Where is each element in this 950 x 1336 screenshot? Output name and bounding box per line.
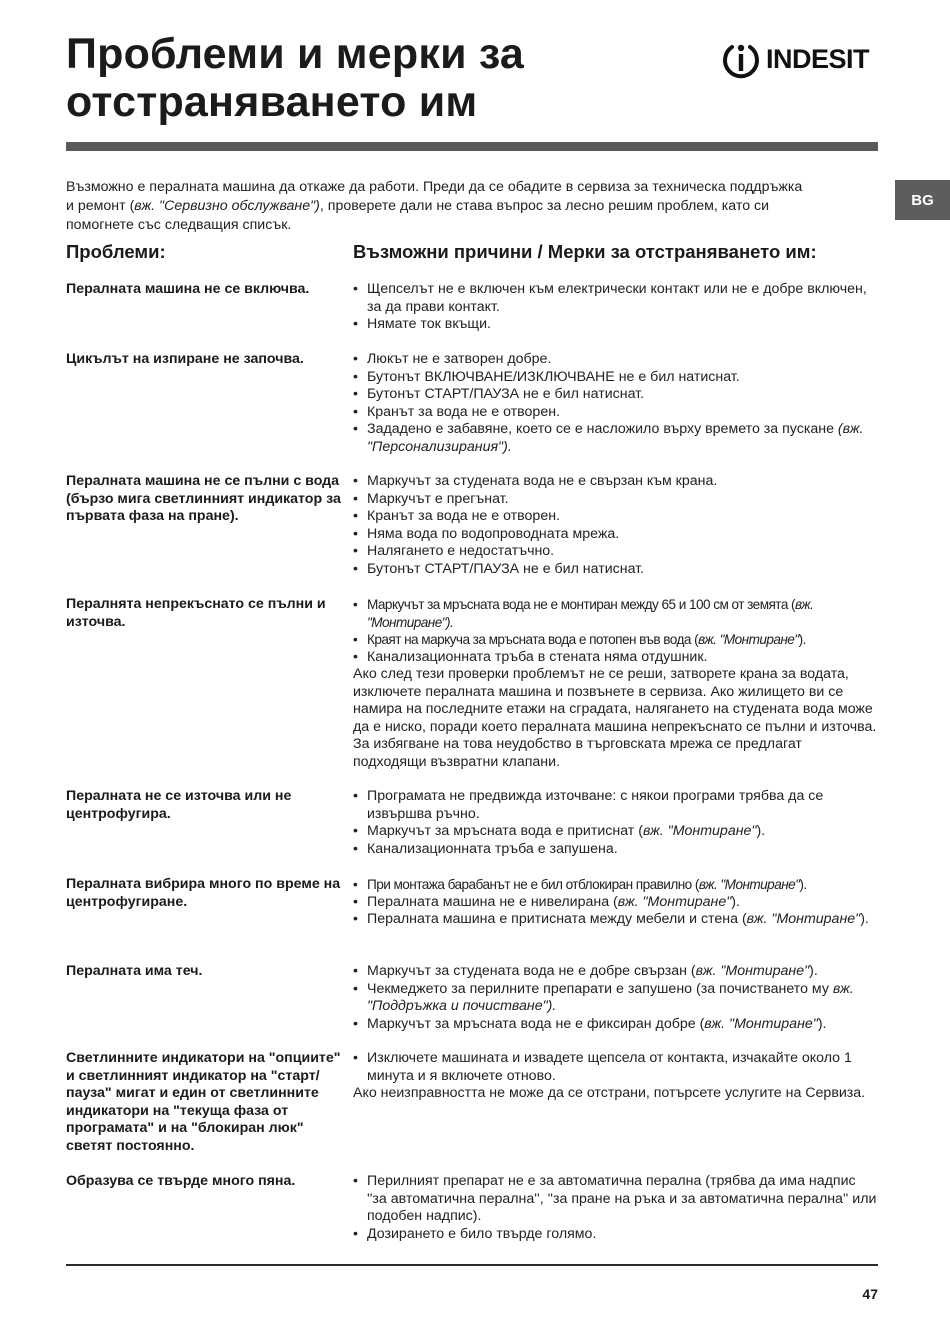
- cause-item: • Бутонът СТАРТ/ПАУЗА не е бил натиснат.: [353, 386, 878, 404]
- cause-item: • Кранът за вода не е отворен.: [353, 404, 878, 422]
- cause-note: Ако неизправността не може да се отстрани, потърсете услугите на Сервиза.: [353, 1085, 866, 1101]
- cause-item: • Канализационната тръба е запушена.: [353, 841, 878, 859]
- cause-item: • Маркучът за студената вода не е добре свързан (вж. "Монтиране").: [353, 963, 878, 981]
- cause-item: • Бутонът ВКЛЮЧВАНЕ/ИЗКЛЮЧВАНЕ не е бил натиснат.: [353, 369, 878, 387]
- indesit-power-i-icon: [720, 38, 762, 80]
- problem-text: Пералната машина не се пълни с вода (бързо мига светлинният индикатор за първата фаза на пране).: [66, 473, 341, 524]
- cross-reference: вж. "Монтиране": [698, 877, 800, 892]
- cross-reference: вж. "Монтиране": [695, 963, 810, 979]
- cross-reference: вж. "Поддръжка и почистване").: [367, 980, 854, 1014]
- cause-item: • Програмата не предвижда източване: с някои програми трябва да се извършва ръчно.: [353, 788, 878, 823]
- cause-item: • Чекмеджето за перилните препарати е запушено (за почистването му вж. "Поддръжка и почистване").: [353, 981, 878, 1016]
- cause-item: • Перилният препарат не е за автоматична перална (трябва да има надпис ''за автоматична перална'', ''за пране на ръка и за автоматична перална'' или подобен надпис).: [353, 1173, 878, 1226]
- problem-text: Образува се твърде много пяна.: [66, 1173, 296, 1189]
- cause-item: • Пералната машина е притисната между мебели и стена (вж. "Монтиране").: [353, 911, 878, 929]
- cause-item: • Пералната машина не е нивелирана (вж. "Монтиране").: [353, 894, 878, 912]
- causes-list: [353, 473, 878, 578]
- causes-list: [353, 788, 878, 858]
- page-title-line-1: Проблеми и мерки за: [66, 30, 525, 78]
- cross-reference: (вж. "Персонализирания").: [367, 421, 864, 455]
- intro-line-3: помогнете със следващия списък.: [66, 217, 292, 233]
- problem-text: Пералната има теч.: [66, 963, 203, 979]
- causes-list: [353, 1173, 878, 1243]
- intro-reference: вж. "Сервизно обслужване"): [134, 198, 320, 214]
- problems-heading: Проблеми:: [66, 241, 166, 262]
- cause-item: • Нямате ток вкъщи.: [353, 316, 878, 334]
- cause-item: • Маркучът за мръсната вода не е монтиран между 65 и 100 см от земята (вж. "Монтиране").: [353, 596, 878, 631]
- causes-heading: Възможни причини / Мерки за отстраняването им:: [353, 241, 817, 262]
- cause-item: • Изключете машината и извадете щепсела от контакта, изчакайте около 1 минута и я включете отново.: [353, 1050, 878, 1085]
- causes-list: [353, 596, 878, 771]
- title-divider: [66, 142, 878, 151]
- cause-item: • При монтажа барабанът не е бил отблокиран правилно (вж. "Монтиране").: [353, 876, 878, 894]
- cause-item: • Маркучът за мръсната вода не е фиксиран добре (вж. "Монтиране").: [353, 1016, 878, 1034]
- intro-line-1: Възможно е пералната машина да откаже да работи. Преди да се обадите в сервиза за техническа поддръжка: [66, 179, 803, 195]
- brand-logo: [720, 38, 869, 80]
- cause-item: • Маркучът за студената вода не е свързан към крана.: [353, 473, 878, 491]
- cross-reference: вж. "Монтиране": [746, 911, 861, 927]
- cross-reference: вж. "Монтиране").: [367, 597, 814, 630]
- cause-item: • Канализационната тръба в стената няма отдушник.: [353, 649, 878, 667]
- causes-list: [353, 281, 878, 334]
- problem-text: Пералнята непрекъснато се пълни и източва.: [66, 596, 326, 630]
- intro-line-2: и ремонт (вж. "Сервизно обслужване"), проверете дали не става въпрос за лесно решим проблем, като си: [66, 198, 770, 214]
- problem-text: Пералната не се източва или не центрофугира.: [66, 788, 292, 822]
- footer-divider: [66, 1264, 878, 1266]
- problem-text: Светлинните индикатори на "опциите" и светлинният индикатор на "старт/пауза" мигат и един от светлинните индикатори на "текуща фаза от програмата" и на "блокиран люк" светят постоянно.: [66, 1050, 341, 1154]
- cause-item: • Кранът за вода не е отворен.: [353, 508, 878, 526]
- causes-list: [353, 876, 878, 929]
- cause-item: • Няма вода по водопроводната мрежа.: [353, 526, 878, 544]
- cause-item: • Налягането е недостатъчно.: [353, 543, 878, 561]
- cause-item: • Маркучът за мръсната вода е притиснат (вж. "Монтиране").: [353, 823, 878, 841]
- intro-paragraph: [66, 178, 866, 235]
- causes-list: [353, 1050, 878, 1103]
- cause-item: • Люкът не е затворен добре.: [353, 351, 878, 369]
- page-title: [66, 30, 666, 126]
- page-title-line-2: отстраняването им: [66, 78, 478, 126]
- cause-note: Ако след тези проверки проблемът не се реши, затворете крана за водата, изключете пералната машина и позвънете в сервиза. Ако жилището ви се намира на последните етажи на сградата, налягането на студената вода може да е ниско, поради което пералната машина непрекъснато се пълни и източва. За избягване на това неудобство в търговската мрежа се предлагат подходящи възвратни клапани.: [353, 666, 877, 770]
- page-number: 47: [862, 1286, 878, 1302]
- causes-list: [353, 351, 878, 456]
- problem-text: Пералната вибрира много по време на центрофугиране.: [66, 876, 341, 910]
- cause-item: • Бутонът СТАРТ/ПАУЗА не е бил натиснат.: [353, 561, 878, 579]
- problem-text: Пералната машина не се включва.: [66, 281, 310, 297]
- problem-text: Цикълът на изпиране не започва.: [66, 351, 304, 367]
- cause-item: • Дозирането е било твърде голямо.: [353, 1226, 878, 1244]
- language-tab: BG: [895, 180, 950, 220]
- cause-item: • Краят на маркуча за мръсната вода е потопен във вода (вж. "Монтиране").: [353, 631, 878, 649]
- cause-item: • Щепселът не е включен към електрически контакт или не е добре включен, за да прави контакт.: [353, 281, 878, 316]
- causes-list: [353, 963, 878, 1033]
- cause-item: • Маркучът е прегънат.: [353, 491, 878, 509]
- brand-name: INDESIT: [766, 44, 870, 74]
- cross-reference: вж. "Монтиране": [642, 823, 757, 839]
- cross-reference: вж. "Монтиране": [617, 893, 732, 910]
- cross-reference: вж. "Монтиране": [698, 632, 799, 647]
- cause-item: • Зададено е забавяне, което се е насложило върху времето за пускане (вж. "Персонализирания").: [353, 421, 878, 456]
- cross-reference: вж. "Монтиране": [704, 1015, 818, 1032]
